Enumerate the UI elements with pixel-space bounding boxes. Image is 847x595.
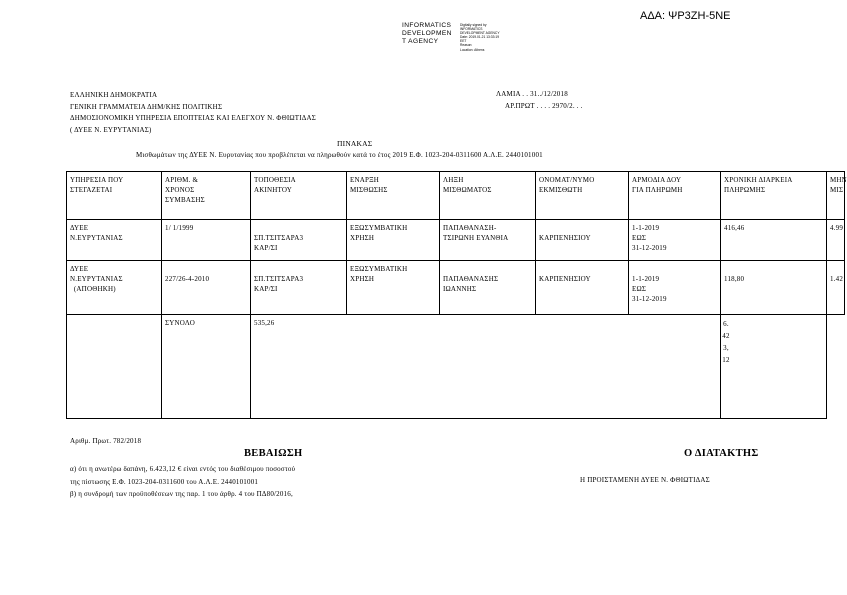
header-cell: ΥΠΗΡΕΣΙΑ ΠΟΥ ΣΤΕΓΑΖΕΤΑΙ	[67, 172, 162, 220]
table-cell: 1.42	[827, 261, 845, 315]
table-total-row	[67, 315, 845, 419]
header-cell: ΧΡΟΝΙΚΗ ΔΙΑΡΚΕΙΑ ΠΛΗΡΩΜΗΣ	[721, 172, 827, 220]
leases-table	[66, 171, 847, 419]
table-cell: ΣΠ.ΤΣΙΤΣΑΡΑ3 ΚΑΡ/ΣΙ	[251, 261, 347, 315]
header-cell: ΑΡΜΟΔΙΑ ΔΟΥ ΓΙΑ ΠΛΗΡΩΜΗ	[629, 172, 721, 220]
header-cell: ΟΝΟΜΑΤ/ΝΥΜΟ ΕΚΜΙΣΘΩΤΗ	[536, 172, 629, 220]
table-cell: 227/26-4-2010	[162, 261, 251, 315]
table-cell: ΔΥΕΕ Ν.ΕΥΡΥΤΑΝΙΑΣ (ΑΠΟΘΗΚΗ)	[67, 261, 162, 315]
footer-protocol: Αριθμ. Πρωτ. 782/2018	[70, 437, 142, 445]
header-line: ΔΗΜΟΣΙΟΝΟΜΙΚΗ ΥΠΗΡΕΣΙΑ ΕΠΟΠΤΕΙΑΣ ΚΑΙ ΕΛΕΓΧΟΥ Ν. ΦΘΙΩΤΙΔΑΣ	[70, 114, 316, 122]
table-row	[67, 261, 845, 315]
table-cell: ΣΠ.ΤΣΙΤΣΑΡΑ3 ΚΑΡ/ΣΙ	[251, 220, 347, 261]
total-vertical-text: 6.423,12	[722, 320, 730, 364]
table-cell: ΠΑΠΑΘΑΝΑΣΗΣ ΙΩΑΝΝΗΣ	[440, 261, 536, 315]
table-cell: 416,46	[721, 220, 827, 261]
header-cell: ΤΟΠΟΘΕΣΙΑ ΑΚΙΝΗΤΟΥ	[251, 172, 347, 220]
diataktis-title: Ο ΔΙΑΤΑΚΤΗΣ	[684, 448, 759, 459]
document-subtitle: Μισθωμάτων της ΔΥΕΕ Ν. Ευρυτανίας που προβλέπεται να πληρωθούν κατά το έτος 2019 Ε.Φ. 1023-204-0311600 Α.Λ.Ε. 2440101001	[136, 151, 543, 159]
header-date: ΛΑΜΙΑ . . 31../12/2018	[496, 90, 568, 98]
table-cell: ΠΑΠΑΘΑΝΑΣΗ- ΤΣΙΡΩΝΗ ΕΥΑΝΘΙΑ	[440, 220, 536, 261]
header-line: ΕΛΛΗΝΙΚΗ ΔΗΜΟΚΡΑΤΙΑ	[70, 91, 158, 99]
beveosi-line: β) η συνδρομή των προϋποθέσεων της παρ. 1 του άρθρ. 4 του ΠΔ80/2016,	[70, 490, 293, 498]
header-cell: ΕΝΑΡΞΗ ΜΙΣΘΩΣΗΣ	[347, 172, 440, 220]
header-cell: ΛΗΞΗ ΜΙΣΘΩΜΑΤΟΣ	[440, 172, 536, 220]
table-cell: 1/ 1/1999	[162, 220, 251, 261]
table-cell: ΔΥΕΕ Ν.ΕΥΡΥΤΑΝΙΑΣ	[67, 220, 162, 261]
header-protocol: ΑΡ.ΠΡΩΤ . . . . 2970/2. . .	[505, 102, 583, 110]
header-line: ΓΕΝΙΚΗ ΓΡΑΜΜΑΤΕΙΑ ΔΗΜ/ΚΗΣ ΠΟΛΙΤΙΚΗΣ	[70, 102, 223, 111]
diataktis-line: Η ΠΡΟΙΣΤΑΜΕΝΗ ΔΥΕΕ Ν. ΦΘΙΩΤΙΔΑΣ	[580, 476, 710, 484]
signature-stamp-right: Digitally signed by INFORMATICS DEVELOPMENT AGENCY Date: 2019.01.21 13:33:19 EET Reason: Location: Athens	[460, 23, 500, 52]
table-header-row	[67, 172, 845, 220]
table-cell: ΚΑΡΠΕΝΗΣΙΟΥ	[536, 220, 629, 261]
table-cell: 4.99	[827, 220, 845, 261]
total-value: 535,26	[251, 315, 721, 419]
beveosi-line: της πίστωσης Ε.Φ. 1023-204-0311600 του Α.Λ.Ε. 2440101001	[70, 477, 259, 486]
signature-stamp-left: INFORMATICS DEVELOPMEN T AGENCY	[402, 22, 452, 46]
table-cell: ΕΞΩΣΥΜΒΑΤΙΚΗ ΧΡΗΣΗ	[347, 261, 440, 315]
total-label: ΣΥΝΟΛΟ	[162, 315, 251, 419]
document-title: ΠΙΝΑΚΑΣ	[337, 139, 373, 148]
table-row	[67, 220, 845, 261]
table-cell: ΚΑΡΠΕΝΗΣΙΟΥ	[536, 261, 629, 315]
header-authority	[70, 90, 316, 136]
table-cell: 1-1-2019 ΕΩΣ 31-12-2019	[629, 220, 721, 261]
header-cell: ΜΗΝ ΜΙΣ	[827, 172, 845, 220]
header-cell: ΑΡΙΘΜ. & ΧΡΟΝΟΣ ΣΥΜΒΑΣΗΣ	[162, 172, 251, 220]
total-vertical-cell	[721, 315, 827, 419]
header-line: ( ΔΥΕΕ Ν. ΕΥΡΥΤΑΝΙΑΣ)	[70, 125, 152, 134]
beveosi-text	[70, 463, 295, 501]
ada-code: ΑΔΑ: ΨΡ3ΖΗ-5ΝΕ	[640, 10, 731, 22]
beveosi-line: α) ότι η ανωτέρω δαπάνη, 6.423,12 € είναι εντός του διαθέσιμου ποσοστού	[70, 465, 296, 473]
table-cell: ΕΞΩΣΥΜΒΑΤΙΚΗ ΧΡΗΣΗ	[347, 220, 440, 261]
table-cell: 1-1-2019 ΕΩΣ 31-12-2019	[629, 261, 721, 315]
table-cell	[827, 315, 845, 419]
table-cell: 118,80	[721, 261, 827, 315]
beveosi-title: ΒΕΒΑΙΩΣΗ	[244, 448, 303, 459]
table-cell	[67, 315, 162, 419]
